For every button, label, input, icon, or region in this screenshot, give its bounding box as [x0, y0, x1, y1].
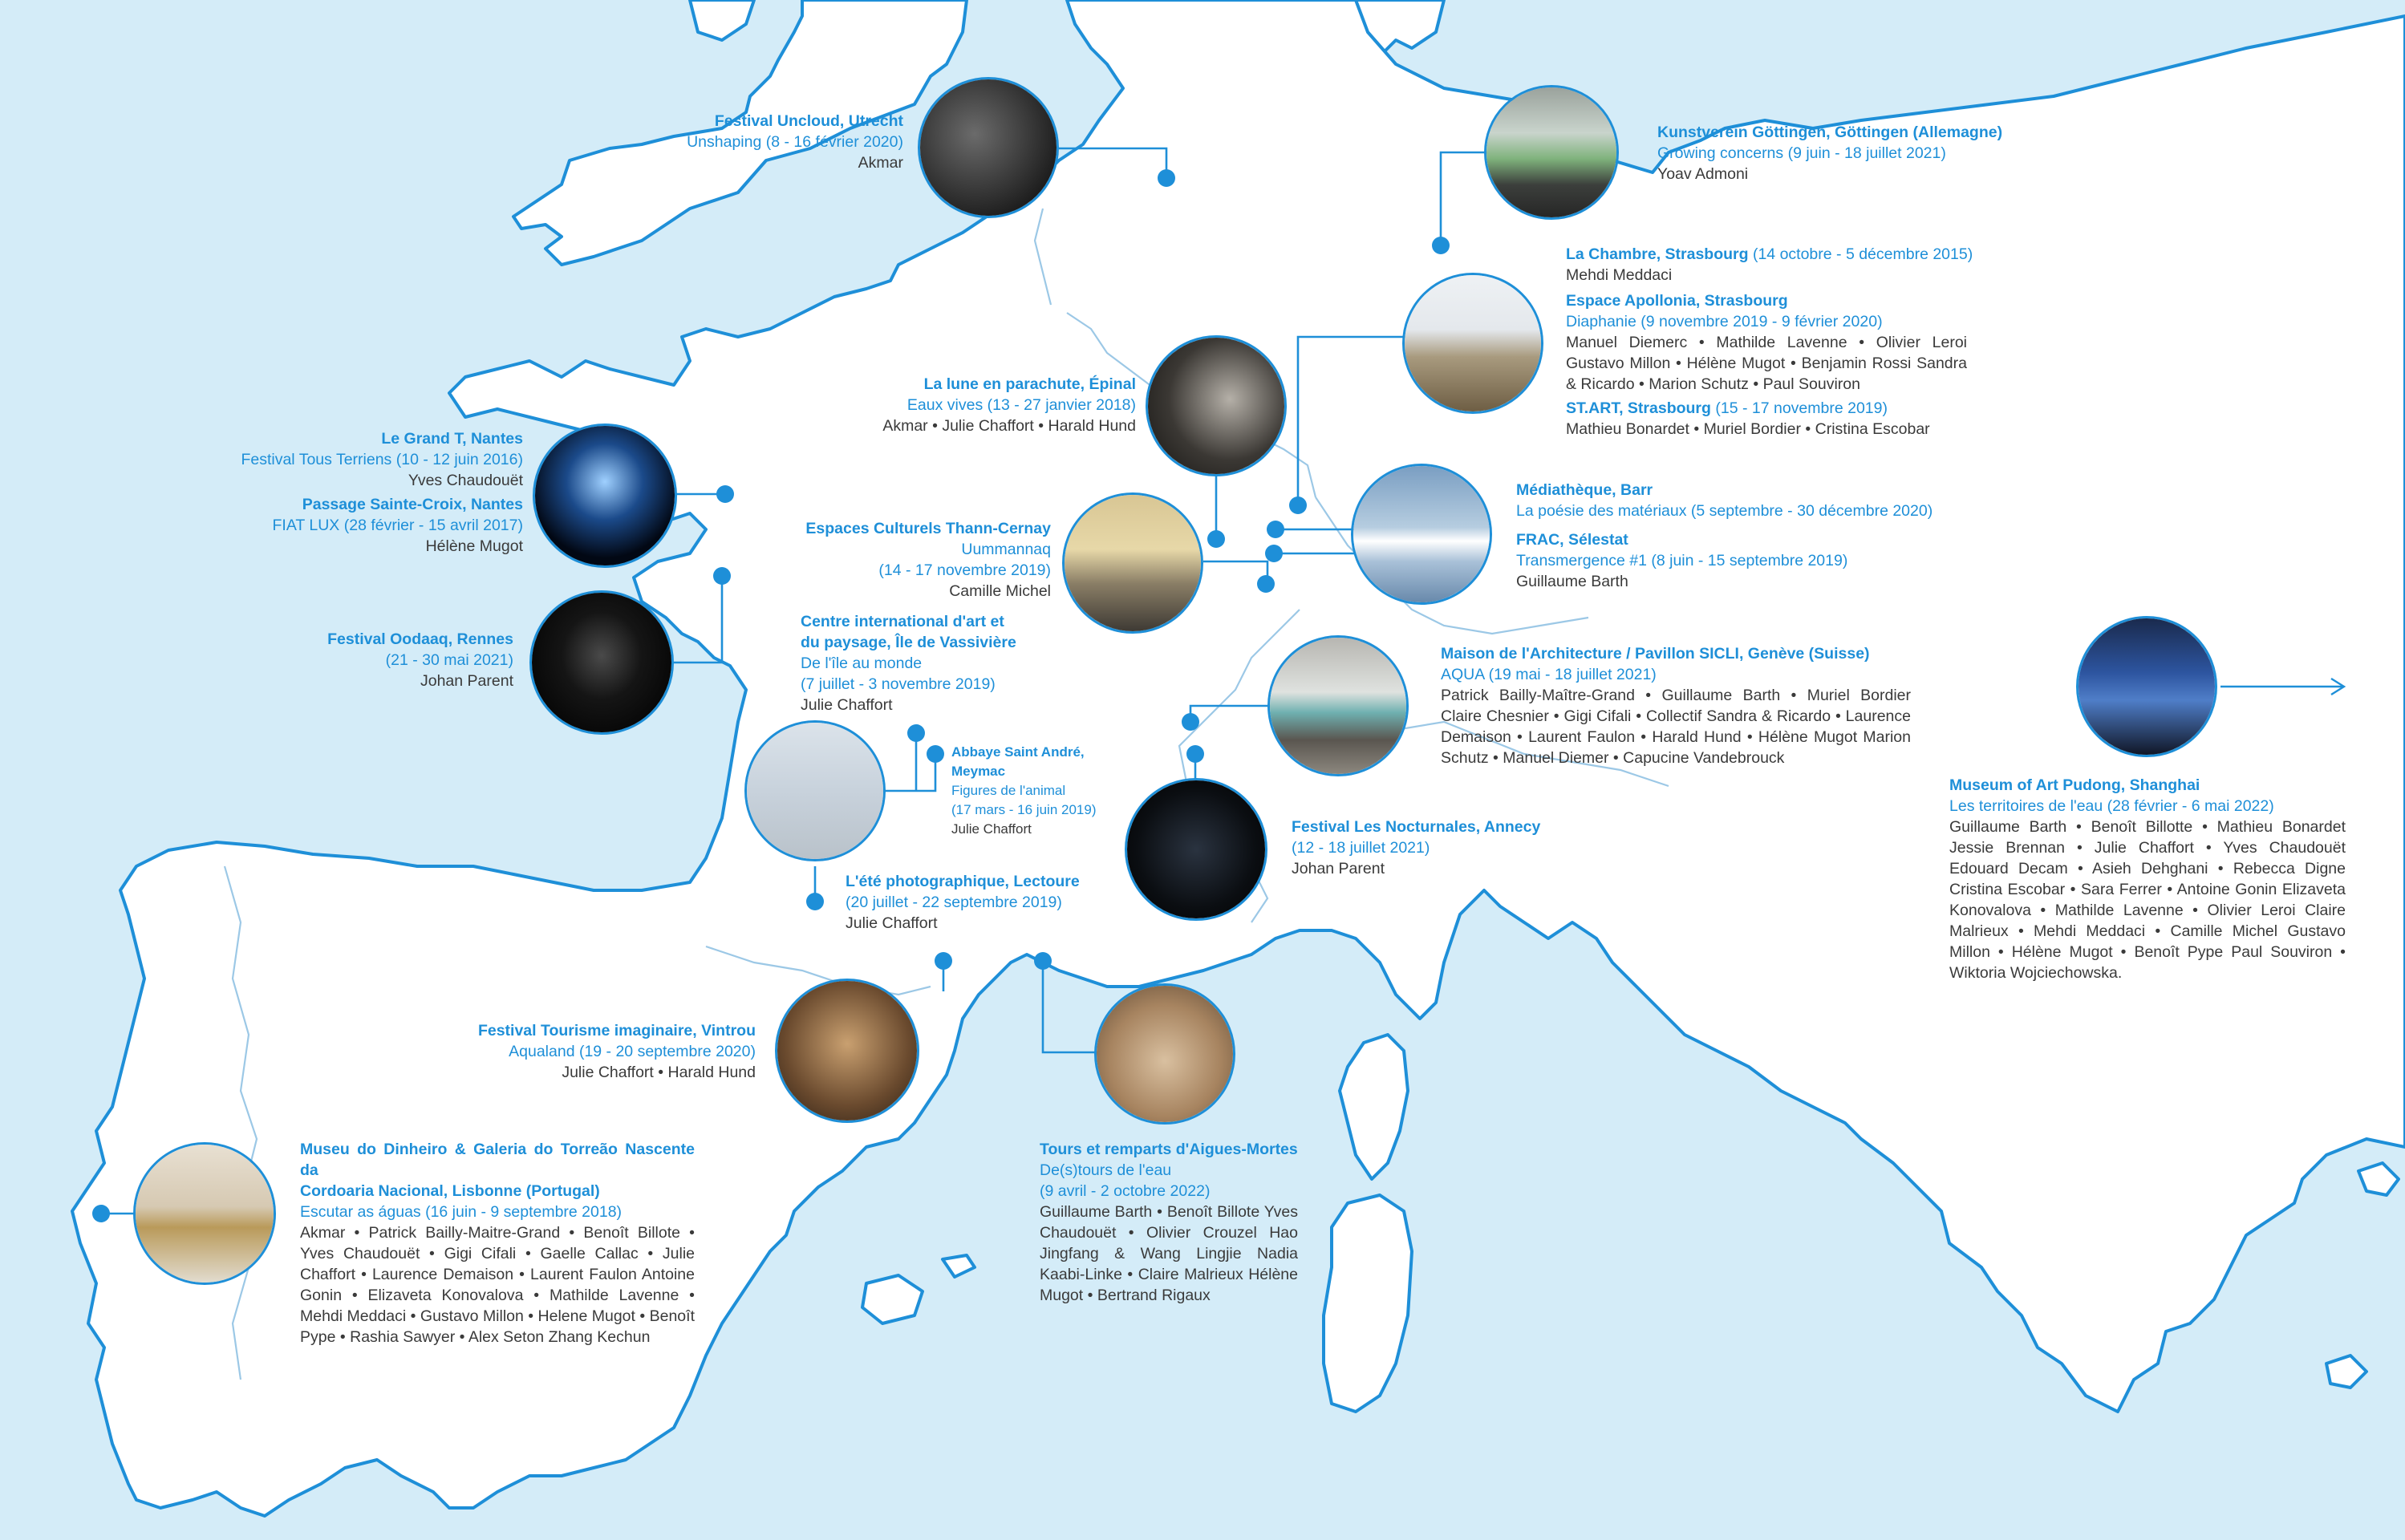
label-aigues — [1040, 1139, 1298, 1306]
location-dot — [1186, 745, 1204, 763]
location-dot — [1034, 952, 1052, 970]
venue-dates: La poésie des matériaux (5 septembre - 30 décembre 2020) — [1516, 502, 1933, 520]
photo-strasbourg — [1402, 273, 1543, 414]
label-barr — [1516, 480, 1965, 521]
venue-artists: Akmar — [858, 154, 903, 172]
label-epinal — [834, 374, 1136, 436]
photo-uncloud — [918, 77, 1059, 218]
coast-mallorca — [862, 1275, 923, 1323]
venue-dates: Escutar as águas (16 juin - 9 septembre 2018) — [300, 1203, 623, 1221]
label-grandt — [193, 428, 523, 491]
coast-menorca — [943, 1255, 975, 1277]
label-uncloud — [610, 111, 903, 173]
venue-dates: (14 octobre - 5 décembre 2015) — [1752, 245, 1973, 263]
label-passage — [193, 494, 523, 557]
location-dot — [1182, 713, 1199, 731]
label-chambre — [1566, 244, 2015, 286]
venue-title: Tours et remparts d'Aigues-Mortes — [1040, 1141, 1298, 1158]
venue-title: Museum of Art Pudong, Shanghai — [1949, 776, 2200, 794]
venue-artists: Mehdi Meddaci — [1566, 266, 1673, 284]
venue-dates: (21 - 30 mai 2021) — [385, 651, 513, 669]
venue-artists: Julie Chaffort — [846, 914, 938, 932]
venue-title: Abbaye Saint André, — [951, 744, 1085, 760]
venue-dates-2: (7 juillet - 3 novembre 2019) — [801, 675, 996, 693]
arrow-right-icon — [2219, 676, 2347, 697]
venue-title: L'été photographique, Lectoure — [846, 873, 1080, 890]
label-annecy — [1292, 817, 1628, 879]
venue-artists: Mathieu Bonardet • Muriel Bordier • Cristina Escobar — [1566, 420, 1930, 438]
location-dot — [716, 485, 734, 503]
venue-artists: Julie Chaffort • Harald Hund — [562, 1064, 756, 1081]
venue-artists: Patrick Bailly-Maître-Grand • Guillaume Barth • Muriel Bordier Claire Chesnier • Gigi Cifali • Collectif Sandra & Ricardo • Laurence Demaison • Laurent Faulon • Harald Hund • Hélène Mugot Marion Schutz • Manuel Diemer • Capucine Vandebrouck — [1441, 687, 1911, 767]
venue-artists: Yves Chaudouët — [408, 472, 523, 489]
coast-sardinia — [1324, 1195, 1412, 1412]
location-dot — [1158, 169, 1175, 187]
photo-vassiviere — [744, 720, 886, 861]
coast-corsica — [1340, 1035, 1408, 1179]
photo-lisbonne — [133, 1142, 276, 1285]
location-dot — [935, 952, 952, 970]
venue-dates: (12 - 18 juillet 2021) — [1292, 839, 1430, 857]
venue-dates: (20 juillet - 22 septembre 2019) — [846, 894, 1062, 911]
venue-artists: Camille Michel — [949, 582, 1051, 600]
label-selestat — [1516, 529, 1965, 592]
photo-kunstverein — [1484, 85, 1619, 220]
venue-artists: Manuel Diemerc • Mathilde Lavenne • Olivier Leroi Gustavo Millon • Hélène Mugot • Benjamin Rossi Sandra & Ricardo • Marion Schutz • Paul Souviron — [1566, 334, 1967, 393]
photo-barr — [1351, 464, 1492, 605]
venue-artists: Guillaume Barth • Benoît Billotte • Mathieu Bonardet Jessie Brennan • Julie Chaffort • Yves Chaudouët Edouard Decam • Asieh Dehghani • Rebecca Digne Cristina Escobar • Sara Ferrer • Antoine Gonin Elizaveta Konovalova • Mathilde Lavenne • Olivier Leroi Claire Malrieux • Mehdi Meddaci • Camille Michel Gustavo Millon • Hélène Mugot • Benoît Pype Paul Souviron • Wiktoria Wojciechowska. — [1949, 818, 2346, 982]
venue-artists: Yoav Admoni — [1657, 165, 1749, 183]
venue-title: ST.ART, Strasbourg — [1566, 399, 1711, 417]
venue-title: Centre international d'art et — [801, 613, 1004, 630]
venue-dates: De l'île au monde — [801, 654, 923, 672]
venue-title: Espace Apollonia, Strasbourg — [1566, 292, 1788, 310]
location-dot — [713, 567, 731, 585]
venue-dates: Aqualand (19 - 20 septembre 2020) — [509, 1043, 756, 1060]
location-dot — [1265, 545, 1283, 562]
location-dot — [1267, 521, 1284, 538]
venue-title-2: du paysage, Île de Vassivière — [801, 634, 1016, 651]
venue-artists: Hélène Mugot — [425, 537, 523, 555]
venue-title-2: Cordoaria Nacional, Lisbonne (Portugal) — [300, 1182, 600, 1200]
venue-artists: Akmar • Patrick Bailly-Maitre-Grand • Benoît Billote • Yves Chaudouët • Gigi Cifali • Gaelle Callac • Julie Chaffort • Laurence Demaison • Laurent Faulon Antoine Gonin • Elizaveta Konovalova • Mathilde Lavenne • Mehdi Meddaci • Gustavo Millon • Helene Mugot • Benoît Pype • Rashia Sawyer • Alex Seton Zhang Kechun — [300, 1224, 695, 1346]
venue-artists: Guillaume Barth — [1516, 573, 1628, 590]
location-dot — [1207, 530, 1225, 548]
location-dot — [927, 745, 944, 763]
location-dot — [1257, 575, 1275, 593]
venue-dates: Figures de l'animal — [951, 783, 1066, 798]
label-vintrou — [433, 1020, 756, 1083]
venue-title: La Chambre, Strasbourg — [1566, 245, 1749, 263]
label-lisbonne — [300, 1139, 695, 1348]
venue-dates: (15 - 17 novembre 2019) — [1715, 399, 1888, 417]
venue-artists: Akmar • Julie Chaffort • Harald Hund — [882, 417, 1136, 435]
location-dot — [92, 1205, 110, 1222]
venue-dates: Diaphanie (9 novembre 2019 - 9 février 2020) — [1566, 313, 1883, 330]
photo-vintrou — [775, 979, 919, 1123]
photo-epinal — [1146, 335, 1287, 476]
coast-island-east — [2358, 1163, 2399, 1195]
label-oodaaq — [273, 629, 513, 691]
venue-title: Espaces Culturels Thann-Cernay — [805, 520, 1051, 537]
venue-title: Museu do Dinheiro & Galeria do Torreão Nascente da — [300, 1141, 695, 1179]
label-kunstverein — [1657, 122, 2074, 184]
label-meymac — [951, 743, 1144, 839]
photo-geneve — [1267, 635, 1409, 776]
venue-dates: Unshaping (8 - 16 février 2020) — [687, 133, 903, 151]
venue-dates: Festival Tous Terriens (10 - 12 juin 2016) — [241, 451, 523, 468]
venue-dates: Growing concerns (9 juin - 18 juillet 2021) — [1657, 144, 1946, 162]
venue-title: Médiathèque, Barr — [1516, 481, 1653, 499]
venue-artists: Julie Chaffort — [951, 821, 1032, 837]
label-vassiviere — [801, 611, 1041, 715]
venue-title-2: Meymac — [951, 764, 1006, 779]
coast-ireland — [690, 0, 754, 40]
photo-nantes — [533, 424, 677, 568]
venue-artists: Johan Parent — [420, 672, 513, 690]
venue-dates: Uummannaq — [961, 541, 1051, 558]
venue-dates: AQUA (19 mai - 18 juillet 2021) — [1441, 666, 1657, 683]
venue-artists: Julie Chaffort — [801, 696, 893, 714]
venue-dates: FIAT LUX (28 février - 15 avril 2017) — [272, 517, 523, 534]
venue-dates: Eaux vives (13 - 27 janvier 2018) — [906, 396, 1136, 414]
venue-title: Festival Oodaaq, Rennes — [327, 630, 513, 648]
venue-title: FRAC, Sélestat — [1516, 531, 1628, 549]
photo-aigues — [1094, 983, 1235, 1125]
label-start — [1566, 398, 1983, 440]
venue-title: Festival Uncloud, Utrecht — [714, 112, 903, 130]
venue-dates-2: (17 mars - 16 juin 2019) — [951, 802, 1097, 817]
label-shanghai — [1949, 775, 2346, 983]
venue-title: Passage Sainte-Croix, Nantes — [302, 496, 523, 513]
coast-island-se — [2326, 1356, 2366, 1388]
venue-dates: Les territoires de l'eau (28 février - 6 mai 2022) — [1949, 797, 2274, 815]
venue-title: Maison de l'Architecture / Pavillon SICLI, Genève (Suisse) — [1441, 645, 1870, 663]
venue-title: Festival Les Nocturnales, Annecy — [1292, 818, 1541, 836]
label-lectoure — [846, 871, 1150, 934]
label-thann — [746, 518, 1051, 602]
venue-title: Le Grand T, Nantes — [381, 430, 523, 448]
venue-title: Kunstverein Göttingen, Göttingen (Allemagne) — [1657, 124, 2003, 141]
label-geneve — [1441, 643, 1911, 768]
venue-dates-2: (9 avril - 2 octobre 2022) — [1040, 1182, 1211, 1200]
photo-shanghai — [2076, 616, 2217, 757]
venue-artists: Johan Parent — [1292, 860, 1385, 877]
venue-dates: Transmergence #1 (8 juin - 15 septembre 2019) — [1516, 552, 1848, 569]
photo-thann — [1062, 492, 1203, 634]
photo-oodaaq — [529, 590, 674, 735]
location-dot — [806, 893, 824, 910]
label-apollonia — [1566, 290, 1967, 395]
venue-dates: De(s)tours de l'eau — [1040, 1161, 1172, 1179]
venue-title: Festival Tourisme imaginaire, Vintrou — [477, 1022, 756, 1040]
location-dot — [1432, 237, 1450, 254]
venue-title: La lune en parachute, Épinal — [923, 375, 1136, 393]
location-dot — [907, 724, 925, 742]
venue-artists: Guillaume Barth • Benoît Billote Yves Chaudouët • Olivier Crouzel Hao Jingfang & Wang Lingjie Nadia Kaabi-Linke • Claire Malrieux Hélène Mugot • Bertrand Rigaux — [1040, 1203, 1298, 1304]
location-dot — [1289, 496, 1307, 514]
venue-dates-2: (14 - 17 novembre 2019) — [878, 561, 1051, 579]
